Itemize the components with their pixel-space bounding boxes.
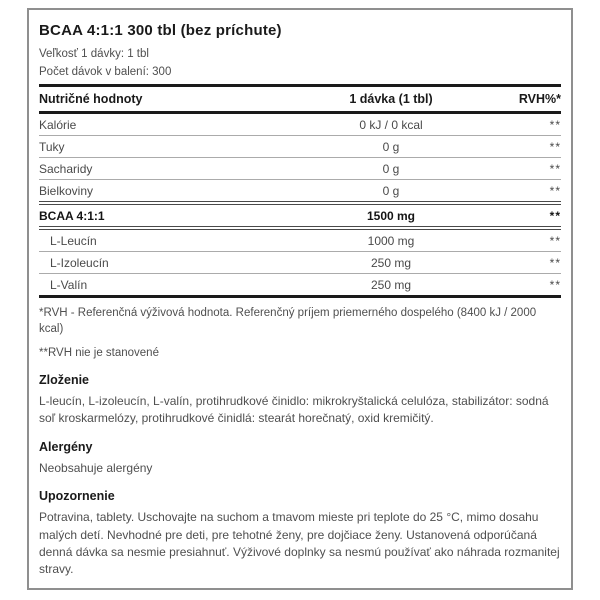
row-label: L-Izoleucín xyxy=(39,252,306,274)
row-rvh: ** xyxy=(476,180,561,204)
row-value: 0 g xyxy=(306,158,476,180)
row-label: Kalórie xyxy=(39,113,306,136)
row-rvh: ** xyxy=(476,274,561,297)
table-row-isoleucine xyxy=(39,252,561,274)
section-heading-composition: Zloženie xyxy=(39,372,90,387)
row-rvh: ** xyxy=(476,228,561,252)
row-rvh: ** xyxy=(476,203,561,228)
row-rvh: ** xyxy=(476,252,561,274)
section-body-composition: L-leucín, L-izoleucín, L-valín, protihrudkové činidlo: mikrokryštalická celulóza, stabilizátor: sodná soľ kroskarmelózy, protihrudkové činidlá: stearát horečnatý, oxid kremičitý. xyxy=(39,393,549,426)
table-row-bcaa xyxy=(39,203,561,228)
table-row-carbs xyxy=(39,158,561,180)
row-label: Sacharidy xyxy=(39,158,306,180)
row-value: 250 mg xyxy=(306,274,476,297)
header-rvh: RVH%* xyxy=(476,86,561,113)
row-value: 0 kJ / 0 kcal xyxy=(306,113,476,136)
row-value: 0 g xyxy=(306,180,476,204)
header-serving: 1 dávka (1 tbl) xyxy=(306,86,476,113)
table-row-valine xyxy=(39,274,561,297)
section-heading-allergens: Alergény xyxy=(39,439,93,454)
footnote-rvh-definition: *RVH - Referenčná výživová hodnota. Referenčný príjem priemerného dospelého (8400 kJ / 2000 kcal) xyxy=(39,307,537,336)
row-rvh: ** xyxy=(476,158,561,180)
nutrition-table xyxy=(39,84,561,298)
table-row-fat xyxy=(39,136,561,158)
row-rvh: ** xyxy=(476,136,561,158)
section-heading-warning: Upozornenie xyxy=(39,489,115,504)
row-value: 1500 mg xyxy=(306,203,476,228)
row-label: Tuky xyxy=(39,136,306,158)
product-title: BCAA 4:1:1 300 tbl (bez príchute) xyxy=(39,22,282,39)
row-label: L-Leucín xyxy=(39,228,306,252)
row-value: 0 g xyxy=(306,136,476,158)
row-label: L-Valín xyxy=(39,274,306,297)
section-body-warning: Potravina, tablety. Uschovajte na suchom a tmavom mieste pri teplote do 25 °C, mimo dosahu malých detí. Nevhodné pre deti, pre tehotné ženy, pre dojčiace ženy. Ustanovená odporúčaná denná dávka sa nesmie presiahnuť. Výživové doplnky sa nesmú používať ako náhrada rozmanitej stravy. xyxy=(39,510,560,577)
section-body-allergens: Neobsahuje alergény xyxy=(39,460,153,475)
footnote-rvh-not-set: **RVH nie je stanovené xyxy=(39,346,159,359)
serving-size-line: Veľkosť 1 dávky: 1 tbl xyxy=(39,48,149,60)
row-rvh: ** xyxy=(476,113,561,136)
table-row-leucine xyxy=(39,228,561,252)
table-row-calories xyxy=(39,113,561,136)
table-row-protein xyxy=(39,180,561,204)
product-label-card xyxy=(27,8,573,590)
nutrition-table-header-row xyxy=(39,86,561,113)
row-value: 250 mg xyxy=(306,252,476,274)
header-nutrition-values: Nutričné hodnoty xyxy=(39,86,306,113)
servings-count-line: Počet dávok v balení: 300 xyxy=(39,66,172,78)
row-label: BCAA 4:1:1 xyxy=(39,203,306,228)
row-value: 1000 mg xyxy=(306,228,476,252)
row-label: Bielkoviny xyxy=(39,180,306,204)
